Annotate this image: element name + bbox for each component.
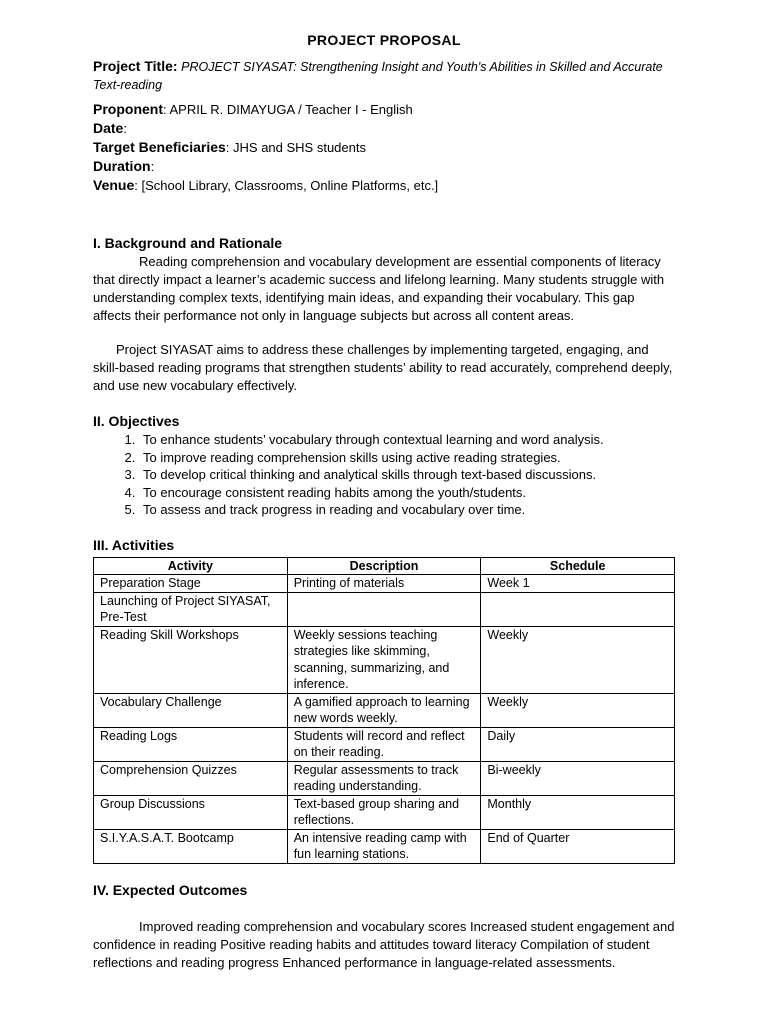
schedule-cell: Daily bbox=[481, 727, 675, 761]
proponent-value: : APRIL R. DIMAYUGA / Teacher I - English bbox=[163, 102, 413, 117]
objective-item: 1. To enhance students’ vocabulary through contextual learning and word analysis. bbox=[139, 431, 675, 449]
date-value: : bbox=[123, 121, 127, 136]
objectives-heading: II. Objectives bbox=[93, 413, 180, 429]
table-row bbox=[94, 575, 675, 593]
description-cell: An intensive reading camp with fun learning stations. bbox=[287, 829, 481, 863]
project-title-label: Project Title: bbox=[93, 58, 178, 74]
date-row bbox=[93, 119, 675, 138]
description-cell: A gamified approach to learning new words weekly. bbox=[287, 693, 481, 727]
table-row bbox=[94, 761, 675, 795]
background-heading: I. Background and Rationale bbox=[93, 235, 283, 251]
background-paragraph-2: Project SIYASAT aims to address these challenges by implementing targeted, engaging, and skill-based reading programs that strengthen students’ ability to read accurately, comprehend deeply, and use new vocabulary effectively. bbox=[93, 342, 673, 393]
schedule-cell: Weekly bbox=[481, 626, 675, 693]
description-cell: Text-based group sharing and reflections. bbox=[287, 795, 481, 829]
date-label: Date bbox=[93, 120, 124, 136]
schedule-cell bbox=[481, 592, 675, 626]
objective-item: 2. To improve reading comprehension skills using active reading strategies. bbox=[139, 449, 675, 467]
duration-label: Duration bbox=[93, 158, 151, 174]
beneficiaries-value: : JHS and SHS students bbox=[225, 140, 366, 155]
proponent-label: Proponent bbox=[93, 101, 163, 117]
column-header-activity: Activity bbox=[94, 557, 288, 575]
objectives-list bbox=[93, 431, 675, 519]
schedule-cell: Monthly bbox=[481, 795, 675, 829]
schedule-cell: Weekly bbox=[481, 693, 675, 727]
description-cell bbox=[287, 592, 481, 626]
table-header-row bbox=[94, 557, 675, 575]
description-cell: Regular assessments to track reading understanding. bbox=[287, 761, 481, 795]
duration-row bbox=[93, 157, 675, 176]
background-paragraph-1: Reading comprehension and vocabulary development are essential components of literacy that directly impact a learner’s academic success and lifelong learning. Many students struggle with understanding complex texts, identifying main ideas, and expanding their vocabulary. This gap affects their performance not only in language subjects but across all content areas. bbox=[93, 254, 665, 323]
outcomes-heading: IV. Expected Outcomes bbox=[93, 881, 248, 898]
venue-row bbox=[93, 176, 675, 195]
activity-cell: Comprehension Quizzes bbox=[94, 761, 288, 795]
activity-cell: Preparation Stage bbox=[94, 575, 288, 593]
table-row bbox=[94, 693, 675, 727]
activities-heading: III. Activities bbox=[93, 536, 175, 553]
proponent-row bbox=[93, 100, 675, 119]
activity-cell: Launching of Project SIYASAT, Pre-Test bbox=[94, 592, 288, 626]
description-cell: Weekly sessions teaching strategies like skimming, scanning, summarizing, and inference. bbox=[287, 626, 481, 693]
objective-item: 5. To assess and track progress in reading and vocabulary over time. bbox=[139, 501, 675, 519]
activity-cell: Reading Skill Workshops bbox=[94, 626, 288, 693]
table-row bbox=[94, 592, 675, 626]
table-row bbox=[94, 626, 675, 693]
document-title: PROJECT PROPOSAL bbox=[307, 32, 461, 48]
activity-cell: Vocabulary Challenge bbox=[94, 693, 288, 727]
activity-cell: Group Discussions bbox=[94, 795, 288, 829]
activity-cell: S.I.Y.A.S.A.T. Bootcamp bbox=[94, 829, 288, 863]
schedule-cell: End of Quarter bbox=[481, 829, 675, 863]
project-title-value: PROJECT SIYASAT: Strengthening Insight and Youth's Abilities in Skilled and Accurate Text-reading bbox=[93, 60, 663, 92]
objective-item: 4. To encourage consistent reading habits among the youth/students. bbox=[139, 484, 675, 502]
schedule-cell: Week 1 bbox=[481, 575, 675, 593]
table-row bbox=[94, 795, 675, 829]
duration-value: : bbox=[150, 159, 155, 174]
beneficiaries-label: Target Beneficiaries bbox=[93, 139, 226, 155]
schedule-cell: Bi-weekly bbox=[481, 761, 675, 795]
outcomes-paragraph: Improved reading comprehension and vocabulary scores Increased student engagement and confidence in reading Positive reading habits and attitudes toward literacy Compilation of student reflections and reading progress Enhanced performance in language-related assessments. bbox=[93, 918, 675, 970]
beneficiaries-row bbox=[93, 138, 675, 157]
table-row bbox=[94, 727, 675, 761]
objective-item: 3. To develop critical thinking and analytical skills through text-based discussions. bbox=[139, 466, 675, 484]
project-title-row bbox=[93, 58, 675, 94]
venue-value: : [School Library, Classrooms, Online Platforms, etc.] bbox=[134, 178, 439, 193]
table-row bbox=[94, 829, 675, 863]
column-header-schedule: Schedule bbox=[481, 557, 675, 575]
description-cell: Students will record and reflect on their reading. bbox=[287, 727, 481, 761]
activities-table bbox=[93, 557, 675, 864]
activity-cell: Reading Logs bbox=[94, 727, 288, 761]
column-header-description: Description bbox=[287, 557, 481, 575]
description-cell: Printing of materials bbox=[287, 575, 481, 593]
venue-label: Venue bbox=[93, 177, 135, 193]
